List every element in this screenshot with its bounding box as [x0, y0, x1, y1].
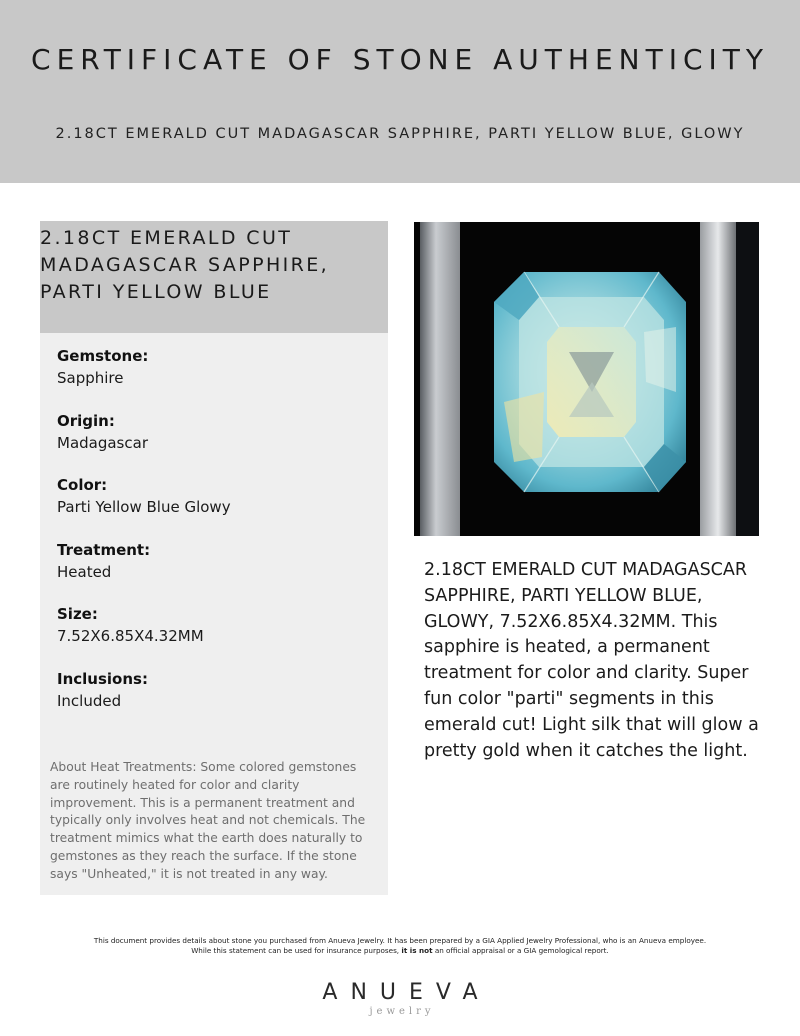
disclaimer-line-2: [0, 946, 800, 956]
field-label: Color:: [57, 476, 108, 495]
brand-logo: [0, 980, 800, 1018]
field-label: Origin:: [57, 411, 115, 430]
footer-disclaimer: [0, 936, 800, 956]
disclaimer-text: an official appraisal or a GIA gemological report.: [432, 946, 609, 955]
field-value: 7.52X6.85X4.32MM: [57, 627, 204, 646]
disclaimer-text: While this statement can be used for insurance purposes,: [191, 946, 402, 955]
brand-name: ANUEVA: [322, 980, 491, 1005]
stone-fields: [57, 346, 377, 734]
field-label: Gemstone:: [57, 347, 149, 365]
field-label: Inclusions:: [57, 669, 148, 688]
field-gemstone: [57, 346, 377, 411]
disclaimer-line-1: This document provides details about stone you purchased from Anueva Jewelry. It has been prepared by a GIA Applied Jewelry Professional, who is an Anueva employee.: [93, 936, 707, 945]
sapphire-photo: [414, 222, 759, 536]
disclaimer-emphasis: it is not: [401, 946, 433, 955]
field-treatment: [57, 540, 377, 605]
brand-subtitle: jewelry: [369, 1006, 435, 1017]
sapphire-illustration: [414, 222, 759, 536]
field-color: [57, 475, 377, 540]
field-value: Included: [57, 691, 122, 710]
field-label: Treatment:: [57, 540, 151, 559]
tweezer-rail-left: [420, 222, 460, 536]
certificate-title: CERTIFICATE OF STONE AUTHENTICITY: [31, 43, 769, 76]
field-value: Parti Yellow Blue Glowy: [57, 498, 231, 517]
stone-title: 2.18CT EMERALD CUT MADAGASCAR SAPPHIRE, PARTI YELLOW BLUE: [40, 221, 388, 333]
field-value: Heated: [57, 562, 112, 581]
field-origin: [57, 411, 377, 476]
stone-details-panel: [40, 221, 388, 895]
field-label: Size:: [57, 605, 98, 624]
certificate-subtitle: 2.18CT EMERALD CUT MADAGASCAR SAPPHIRE, PARTI YELLOW BLUE, GLOWY: [55, 126, 745, 142]
heat-treatment-note: About Heat Treatments: Some colored gemstones are routinely heated for color and clarity improvement. This is a permanent treatment and typically only involves heat and not chemicals. The treatment mimics what the earth does naturally to gemstones as they reach the surface. If the stone says "Unheated," it is not treated in any way.: [50, 760, 366, 881]
field-value: Madagascar: [57, 433, 148, 452]
tweezer-rail-right: [700, 222, 736, 536]
field-value: Sapphire: [57, 369, 124, 387]
stone-description: 2.18CT EMERALD CUT MADAGASCAR SAPPHIRE, PARTI YELLOW BLUE, GLOWY, 7.52X6.85X4.32MM. This sapphire is heated, a permanent treatment for color and clarity. Super fun color "parti" segments in this emerald cut! Light silk that will glow a pretty gold when it catches the light.: [424, 560, 759, 761]
certificate-header: [0, 0, 800, 183]
field-inclusions: [57, 669, 377, 734]
field-size: [57, 604, 377, 669]
